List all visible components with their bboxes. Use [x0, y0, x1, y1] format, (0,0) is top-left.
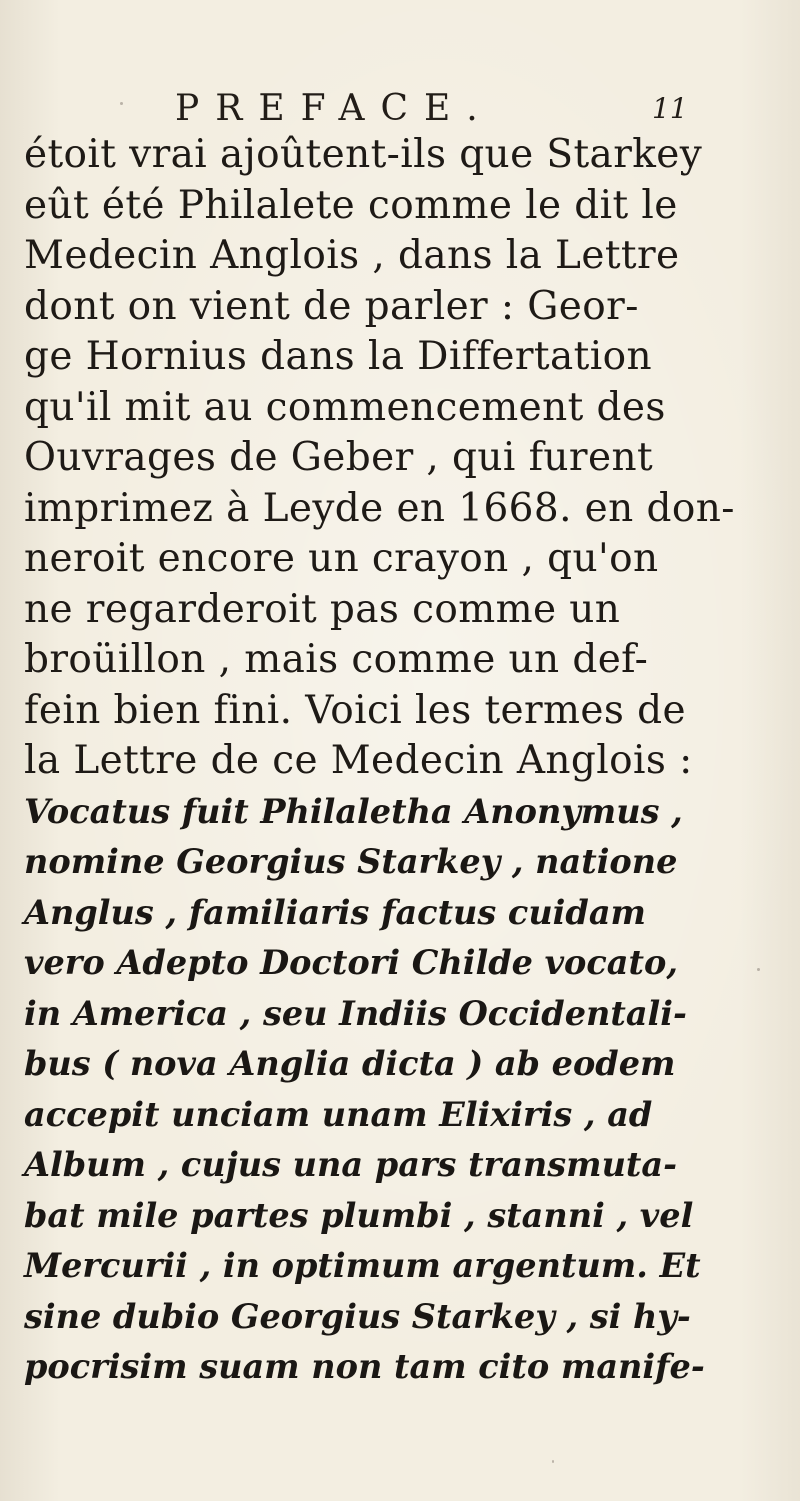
text-line: dont on vient de parler : Geor- — [24, 283, 639, 329]
latin-quote-line: sine dubio Georgius Starkey , si hy- — [24, 1296, 691, 1336]
paper-speck — [262, 818, 264, 820]
latin-quote-line: pocrisim suam non tam cito manife- — [24, 1347, 705, 1386]
text-line: qu'il mit au commencement des — [24, 384, 666, 430]
paper-speck — [757, 968, 760, 971]
latin-quote-line: bus ( nova Anglia dicta ) ab eodem — [24, 1044, 676, 1083]
latin-quote-line: Album , cujus una pars transmuta- — [24, 1145, 678, 1184]
text-line: ge Hornius dans la Differtation — [24, 334, 652, 379]
paper-speck — [120, 102, 123, 105]
latin-quote-line: vero Adepto Doctori Childe vocato, — [24, 943, 678, 982]
latin-quote-line: in America , seu Indiis Occidentali- — [24, 993, 687, 1033]
body-text — [24, 130, 786, 1393]
text-line: imprimez à Leyde en 1668. en don- — [24, 485, 735, 531]
latin-quote-line: nomine Georgius Starkey , natione — [24, 842, 678, 881]
paper-speck — [552, 1460, 554, 1463]
text-line: fein bien fini. Voici les termes de — [24, 687, 686, 733]
text-line: neroit encore un crayon , qu'on — [24, 536, 659, 581]
text-line: la Lettre de ce Medecin Anglois : — [24, 738, 693, 783]
text-line: Medecin Anglois , dans la Lettre — [24, 233, 680, 278]
page-header — [0, 82, 800, 132]
text-line: étoit vrai ajoûtent-ils que Starkey — [24, 132, 703, 177]
page-number: 11 — [652, 92, 688, 125]
text-line: broüillon , mais comme un def- — [24, 637, 649, 682]
latin-quote-line: bat mile partes plumbi , stanni , vel — [24, 1195, 694, 1235]
latin-quote-line: accepit unciam unam Elixiris , ad — [24, 1094, 653, 1134]
latin-quote-line: Anglus , familiaris factus cuidam — [24, 892, 646, 932]
latin-quote-line: Vocatus fuit Philaletha Anonymus , — [24, 791, 683, 831]
latin-quote-line: Mercurii , in optimum argentum. Et — [24, 1246, 701, 1285]
text-line: eût été Philalete comme le dit le — [24, 182, 678, 228]
text-line: Ouvrages de Geber , qui furent — [24, 435, 654, 480]
text-line: ne regarderoit pas comme un — [24, 586, 621, 632]
running-head: PREFACE. — [175, 88, 494, 129]
